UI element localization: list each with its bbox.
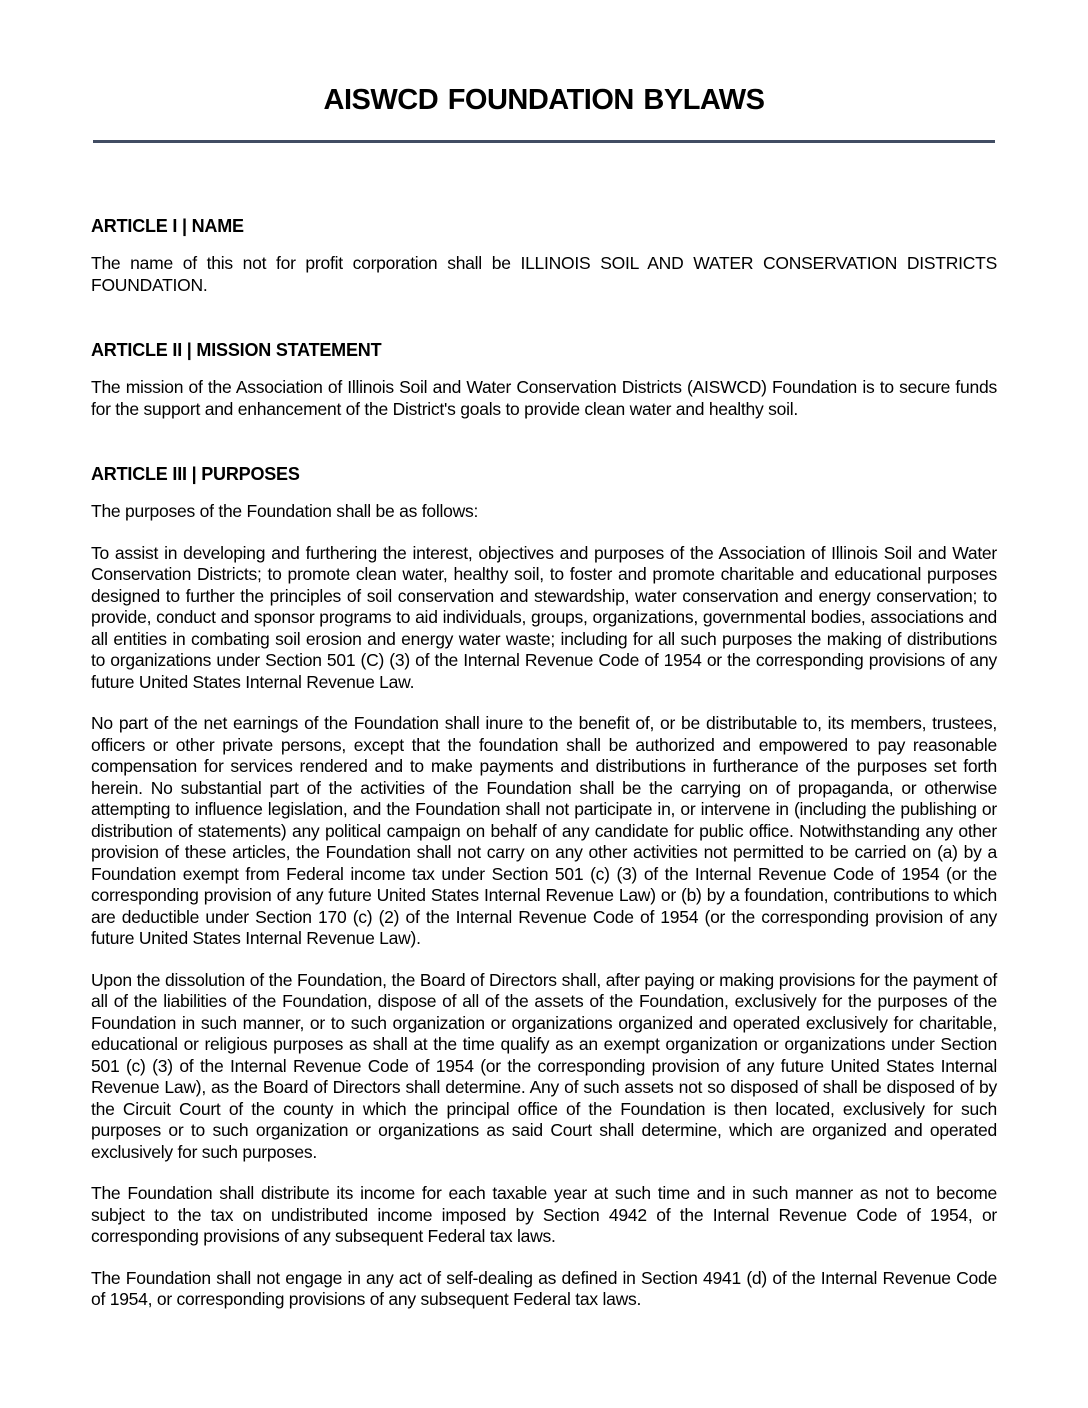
paragraph: The name of this not for profit corporation shall be ILLINOIS SOIL AND WATER CONSERVATION DISTRICTS FOUNDATION. [91, 253, 997, 295]
page-title: AISWCD FOUNDATION BYLAWS [323, 84, 765, 116]
section-heading-article-2: ARTICLE II | MISSION STATEMENT [91, 340, 382, 360]
section-heading-article-3: ARTICLE III | PURPOSES [91, 464, 300, 484]
section-heading-article-1: ARTICLE I | NAME [91, 216, 244, 236]
paragraph: No part of the net earnings of the Foundation shall inure to the benefit of, or be distributable to, its members, trustees, officers or other private persons, except that the foundation shall be authorized and empowered to pay reasonable compensation for services rendered and to make payments and distributions in furtherance of the purposes set forth herein. No substantial part of the activities of the Foundation shall be the carrying on of propaganda, or otherwise attempting to influence legislation, and the Foundation shall not participate in, or intervene in (including the publishing or distribution of statements) any political campaign on behalf of any candidate for public office. Notwithstanding any other provision of these articles, the Foundation shall not carry on any other activities not permitted to be carried on (a) by a Foundation exempt from Federal income tax under Section 501 (c) (3) of the Internal Revenue Code of 1954 (or the corresponding provision of any future United States Internal Revenue Law) or (b) by a foundation, contributions to which are deductible under Section 170 (c) (2) of the Internal Revenue Code of 1954 (or the corresponding provision of any future United States Internal Revenue Law). [91, 713, 997, 948]
paragraph: The Foundation shall not engage in any act of self-dealing as defined in Section 4941 (d) of the Internal Revenue Code of 1954, or corresponding provisions of any subsequent Federal tax laws. [91, 1267, 997, 1309]
section-article-3 [91, 464, 997, 1311]
paragraph: The Foundation shall distribute its income for each taxable year at such time and in such manner as not to become subject to the tax on undistributed income imposed by Section 4942 of the Internal Revenue Code of 1954, or corresponding provisions of any subsequent Federal tax laws. [91, 1183, 997, 1246]
title-divider [93, 140, 995, 143]
paragraph: The mission of the Association of Illinois Soil and Water Conservation Districts (AISWCD) Foundation is to secure funds for the support and enhancement of the District's goals to provide clean water and healthy soil. [91, 377, 997, 419]
paragraph: The purposes of the Foundation shall be as follows: [91, 501, 479, 521]
paragraph: Upon the dissolution of the Foundation, the Board of Directors shall, after paying or making provisions for the payment of all of the liabilities of the Foundation, dispose of all of the assets of the Foundation, exclusively for the purposes of the Foundation in such manner, or to such organization or organizations organized and operated exclusively for charitable, educational or religious purposes as shall at the time qualify as an exempt organization or organizations under Section 501 (c) (3) of the Internal Revenue Code of 1954 (or the corresponding provision of any future United States Internal Revenue Law), as the Board of Directors shall determine. Any of such assets not so disposed of shall be disposed of by the Circuit Court of the county in which the principal office of the Foundation is then located, exclusively for such purposes or to such organization or organizations as said Court shall determine, which are organized and operated exclusively for such purposes. [91, 969, 997, 1162]
section-article-1 [91, 216, 997, 296]
section-article-2 [91, 340, 997, 420]
paragraph: To assist in developing and furthering the interest, objectives and purposes of the Association of Illinois Soil and Water Conservation Districts; to promote clean water, healthy soil, to foster and promote charitable and educational purposes designed to further the principles of soil conservation and stewardship, water conservation and energy conservation; to provide, conduct and sponsor programs to aid individuals, groups, organizations, governmental bodies, associations and all entities in combating soil erosion and energy water waste; including for all such purposes the making of distributions to organizations under Section 501 (C) (3) of the Internal Revenue Code of 1954 or the corresponding provisions of any future United States Internal Revenue Law. [91, 542, 997, 692]
